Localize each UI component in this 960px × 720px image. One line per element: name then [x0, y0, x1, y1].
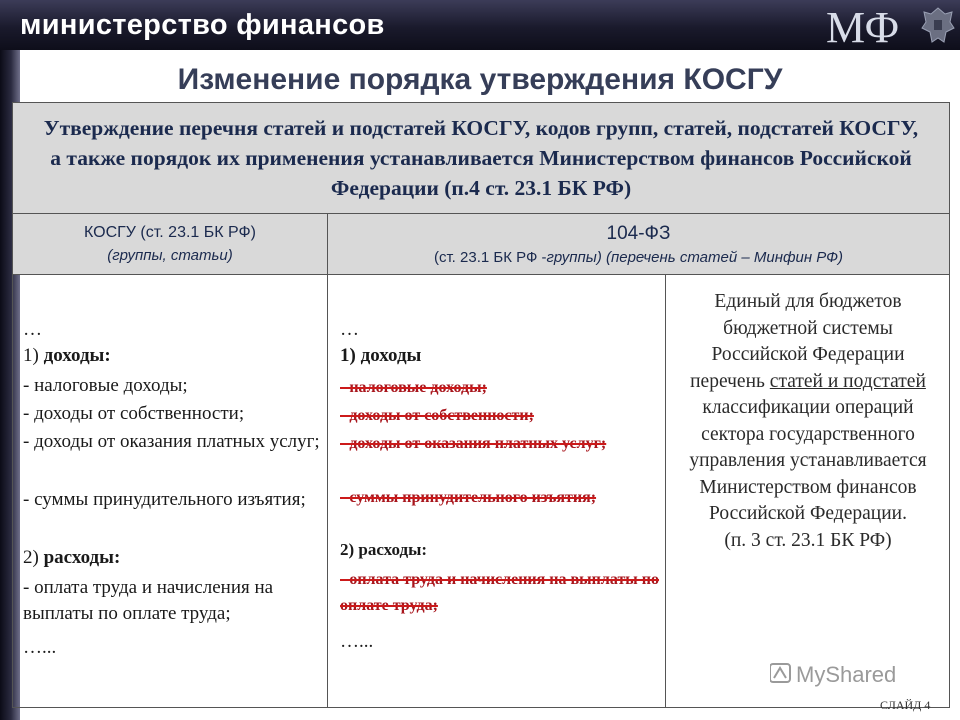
- left-column: [13, 275, 328, 707]
- left-column-header: [13, 214, 328, 274]
- top-header-bar: [0, 0, 960, 50]
- slide-number: СЛАЙД 4: [880, 698, 931, 712]
- list-item: …: [340, 319, 359, 340]
- list-item: 1) доходы:: [23, 345, 111, 366]
- struck-item: - суммы принудительного изъятия;: [340, 489, 597, 506]
- watermark-text: MyShared: [796, 662, 897, 687]
- column-headers-row: [13, 214, 949, 275]
- right-header-sub: (ст. 23.1 БК РФ -группы) (перечень статей – Минфин РФ): [433, 249, 844, 266]
- coat-of-arms-icon: [918, 4, 958, 46]
- right-column-text: Единый для бюджетов бюджетной системы Российской Федерации перечень статей и подстатей классификации операций сектора государственного управления устанавливается Министерством финансов Российской Федерации. (п. 3 ст. 23.1 БК РФ): [689, 291, 927, 551]
- table-header-row: [13, 103, 949, 214]
- left-header-main: КОСГУ (ст. 23.1 БК РФ): [83, 224, 257, 241]
- struck-item: - налоговые доходы;: [340, 379, 487, 396]
- list-item: 2) расходы:: [340, 540, 428, 559]
- list-item: - налоговые доходы;: [23, 375, 188, 396]
- reference-text: (п. 3 ст. 23.1 БК РФ): [724, 529, 892, 551]
- list-item: - доходы от оказания платных услуг;: [23, 431, 320, 452]
- myshared-watermark: [770, 658, 940, 688]
- left-header-sub: (группы, статьи): [107, 247, 233, 264]
- list-item: …...: [23, 637, 57, 658]
- middle-column: [328, 275, 666, 707]
- right-column-header: [328, 214, 949, 274]
- struck-item: - оплата труда и начисления на выплаты по оплате труда;: [340, 571, 660, 614]
- logo-text: МФ: [826, 3, 900, 48]
- right-column: [666, 275, 949, 707]
- list-item: 2) расходы:: [23, 547, 121, 568]
- list-item: 1) доходы: [340, 345, 422, 366]
- underlined-text: статей и подстатей: [769, 370, 926, 392]
- slide-title: Изменение порядка утверждения КОСГУ: [177, 63, 783, 96]
- comparison-table: [12, 102, 950, 708]
- list-item: - доходы от собственности;: [23, 403, 245, 424]
- list-item: …...: [340, 631, 374, 652]
- struck-item: - доходы от оказания платных услуг;: [340, 435, 607, 452]
- list-item: - суммы принудительного изъятия;: [23, 489, 306, 510]
- list-item: …: [23, 319, 42, 340]
- struck-item: - доходы от собственности;: [340, 407, 534, 424]
- header-statement: Утверждение перечня статей и подстатей КОСГУ, кодов групп, статей, подстатей КОСГУ, а также порядок их применения устанавливается Министерством финансов Российской Федерации (п.4 ст. 23.1 БК РФ): [43, 116, 919, 200]
- minfin-logo-icon: [826, 2, 916, 48]
- ministry-brand-text: министерство финансов: [20, 9, 385, 41]
- list-item: - оплата труда и начисления на выплаты по оплате труда;: [23, 577, 274, 624]
- right-header-main: 104-ФЗ: [606, 223, 671, 244]
